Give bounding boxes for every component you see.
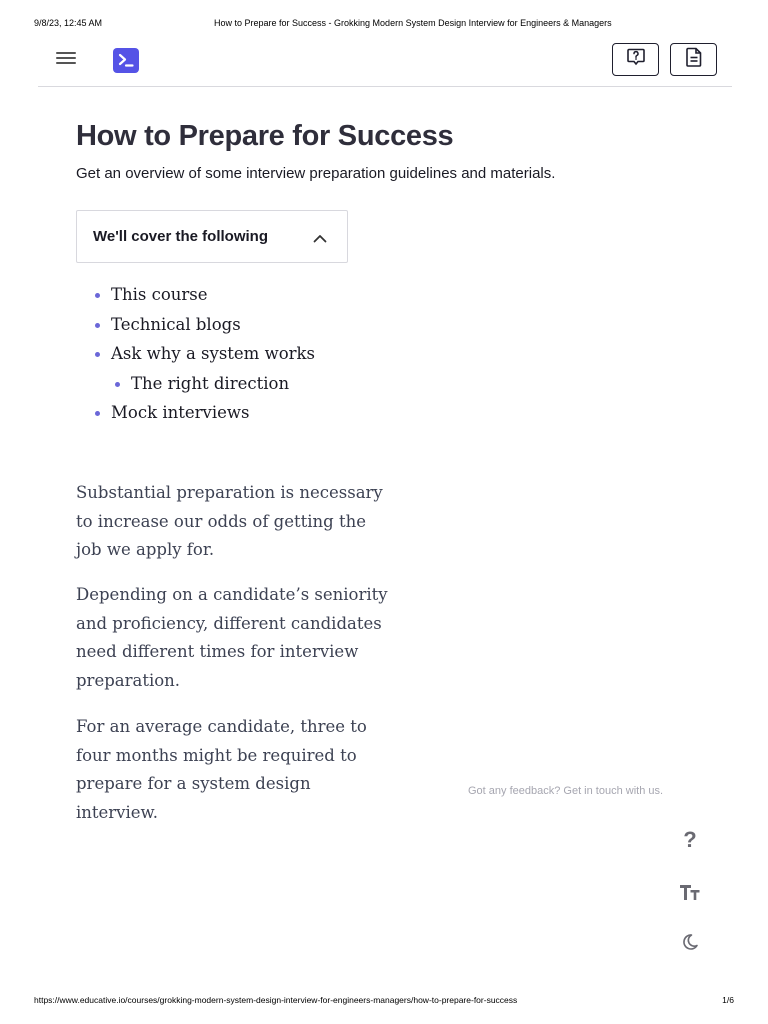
body-paragraph: Substantial preparation is necessary to increase our odds of getting the job we apply for.	[76, 483, 383, 559]
notes-button[interactable]	[670, 43, 717, 76]
page-title: How to Prepare for Success	[76, 120, 454, 152]
toc-item-ask-why[interactable]: Ask why a system works	[90, 339, 315, 369]
print-document-title: How to Prepare for Success - Grokking Modern System Design Interview for Engineers & Managers	[214, 18, 612, 28]
text-size-icon[interactable]	[678, 880, 702, 904]
print-datetime: 9/8/23, 12:45 AM	[34, 18, 103, 28]
moon-icon[interactable]	[678, 930, 702, 954]
ask-question-button[interactable]	[612, 43, 659, 76]
cover-label: We'll cover the following	[93, 228, 268, 245]
terminal-logo-icon[interactable]	[113, 48, 139, 73]
print-url: https://www.educative.io/courses/grokking-modern-system-design-interview-for-engineers-managers/how-to-prepare-for-success	[34, 995, 518, 1005]
toc-item-this-course[interactable]: This course	[90, 280, 315, 310]
table-of-contents	[90, 280, 315, 428]
body-paragraph: For an average candidate, three to four months might be required to prepare for a system design interview.	[76, 717, 367, 822]
cover-toggle-button[interactable]	[76, 210, 348, 263]
toc-item-right-direction[interactable]: The right direction	[110, 369, 315, 399]
header-divider	[38, 86, 732, 87]
help-glyph: ?	[683, 827, 697, 852]
question-box-icon	[626, 47, 646, 72]
feedback-link[interactable]: Got any feedback? Get in touch with us.	[468, 785, 664, 797]
body-paragraph: Depending on a candidate’s seniority and proficiency, different candidates need different times for interview preparation.	[76, 585, 388, 690]
document-icon	[685, 47, 703, 72]
toc-item-technical-blogs[interactable]: Technical blogs	[90, 310, 315, 340]
print-page-number: 1/6	[722, 995, 734, 1005]
page-subtitle: Get an overview of some interview preparation guidelines and materials.	[76, 165, 556, 182]
chevron-up-icon	[313, 230, 327, 248]
hamburger-menu-icon[interactable]	[56, 52, 76, 68]
toc-item-mock-interviews[interactable]: Mock interviews	[90, 398, 315, 428]
question-mark-icon[interactable]	[678, 828, 702, 852]
